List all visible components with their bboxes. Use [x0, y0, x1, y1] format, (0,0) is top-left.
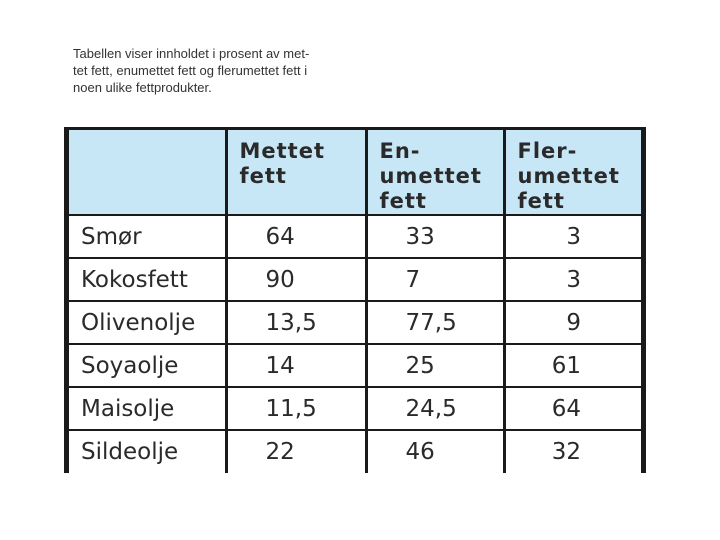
cell-flerumettet: 3 — [504, 215, 641, 258]
cell-flerumettet: 61 — [504, 344, 641, 387]
header-cell-mettet-fett — [226, 130, 366, 215]
cell-mettet: 22 — [226, 430, 366, 473]
table-row — [69, 430, 641, 473]
table-caption — [73, 45, 353, 96]
header-line: umettet — [379, 164, 482, 188]
cell-enumettet: 24,5 — [366, 387, 504, 430]
cell-mettet: 90 — [226, 258, 366, 301]
cell-flerumettet: 64 — [504, 387, 641, 430]
cell-enumettet: 33 — [366, 215, 504, 258]
header-line: Fler- — [517, 139, 578, 163]
cell-flerumettet: 9 — [504, 301, 641, 344]
table-row — [69, 387, 641, 430]
header-line: umettet — [517, 164, 620, 188]
row-label: Smør — [69, 215, 226, 258]
header-cell-flerumettet-fett — [504, 130, 641, 215]
row-label: Sildeolje — [69, 430, 226, 473]
caption-line: noen ulike fettprodukter. — [73, 80, 212, 95]
cell-enumettet: 77,5 — [366, 301, 504, 344]
row-label: Soyaolje — [69, 344, 226, 387]
cell-flerumettet: 3 — [504, 258, 641, 301]
header-line: fett — [239, 164, 287, 188]
fat-content-table — [69, 130, 641, 473]
table-row — [69, 258, 641, 301]
header-line: fett — [517, 189, 565, 213]
header-cell-enumettet-fett — [366, 130, 504, 215]
caption-line: tet fett, enumettet fett og flerumettet fett i — [73, 63, 308, 78]
header-line: En- — [379, 139, 421, 163]
caption-line: Tabellen viser innholdet i prosent av met- — [73, 46, 310, 61]
cell-mettet: 11,5 — [226, 387, 366, 430]
table-row — [69, 215, 641, 258]
cell-enumettet: 7 — [366, 258, 504, 301]
table-row — [69, 301, 641, 344]
cell-mettet: 13,5 — [226, 301, 366, 344]
cell-enumettet: 25 — [366, 344, 504, 387]
cell-enumettet: 46 — [366, 430, 504, 473]
cell-mettet: 64 — [226, 215, 366, 258]
cell-flerumettet: 32 — [504, 430, 641, 473]
row-label: Olivenolje — [69, 301, 226, 344]
header-line: Mettet — [239, 139, 325, 163]
cell-mettet: 14 — [226, 344, 366, 387]
header-line: fett — [379, 189, 427, 213]
header-row — [69, 130, 641, 215]
fat-content-table-frame — [64, 127, 646, 473]
header-cell-empty — [69, 130, 226, 215]
table-row — [69, 344, 641, 387]
row-label: Maisolje — [69, 387, 226, 430]
row-label: Kokosfett — [69, 258, 226, 301]
